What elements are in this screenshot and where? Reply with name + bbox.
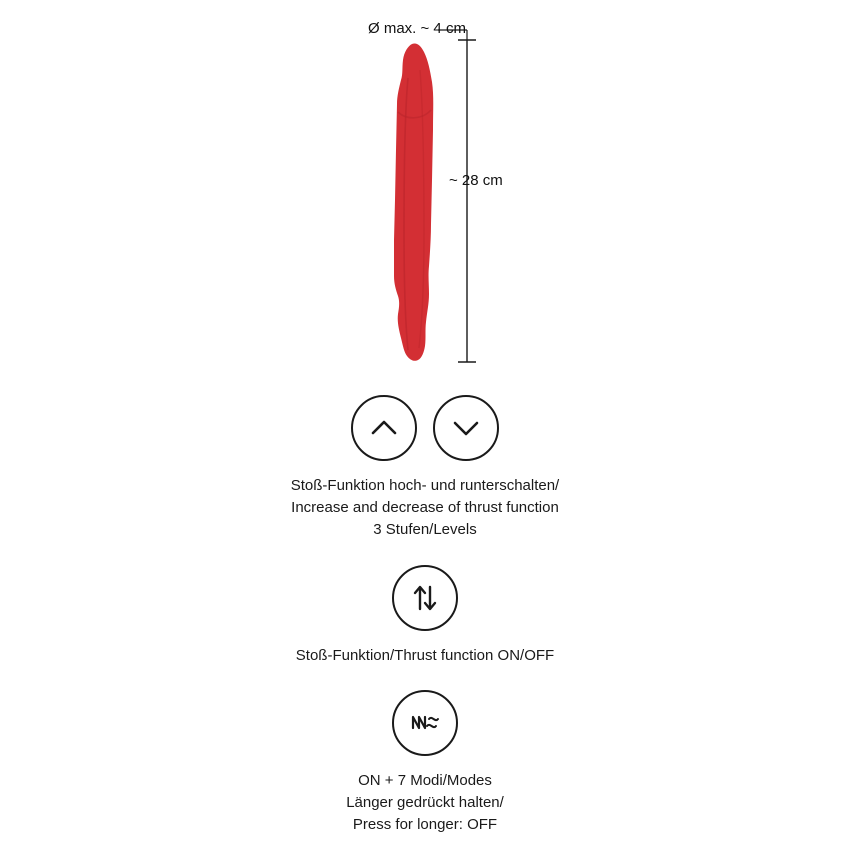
caption-line: Länger gedrückt halten/ bbox=[346, 793, 504, 811]
decrease-thrust-button[interactable] bbox=[433, 395, 499, 461]
increase-thrust-button[interactable] bbox=[351, 395, 417, 461]
caption-line: Press for longer: OFF bbox=[352, 815, 498, 833]
chevron-up-icon bbox=[367, 411, 401, 445]
up-down-arrows-icon bbox=[407, 580, 443, 616]
caption-line: ON + 7 Modi/Modes bbox=[358, 772, 492, 789]
chevron-down-icon bbox=[449, 411, 483, 445]
caption-line: 3 Stufen/Levels bbox=[373, 520, 477, 538]
vibration-wave-icon bbox=[405, 706, 445, 740]
button-row bbox=[0, 395, 850, 461]
length-measurement-label: ~ 28 cm bbox=[449, 172, 503, 189]
caption-line: Stoß-Funktion/Thrust function ON/OFF bbox=[295, 647, 555, 664]
caption-line: Stoß-Funktion hoch- und runterschalten/ bbox=[290, 477, 560, 494]
product-diagram bbox=[0, 0, 850, 380]
thrust-toggle-caption bbox=[0, 645, 850, 667]
power-modes-button[interactable] bbox=[392, 690, 458, 756]
button-row bbox=[0, 690, 850, 756]
thrust-level-caption bbox=[0, 475, 850, 540]
control-group-thrust-level bbox=[0, 395, 850, 540]
control-group-thrust-toggle bbox=[0, 565, 850, 667]
power-modes-caption bbox=[0, 770, 850, 835]
control-group-power-modes bbox=[0, 690, 850, 835]
diameter-measurement-label: Ø max. ~ 4 cm bbox=[368, 20, 466, 37]
caption-line: Increase and decrease of thrust function bbox=[291, 498, 559, 516]
button-row bbox=[0, 565, 850, 631]
thrust-on-off-button[interactable] bbox=[392, 565, 458, 631]
product-illustration bbox=[0, 0, 850, 380]
